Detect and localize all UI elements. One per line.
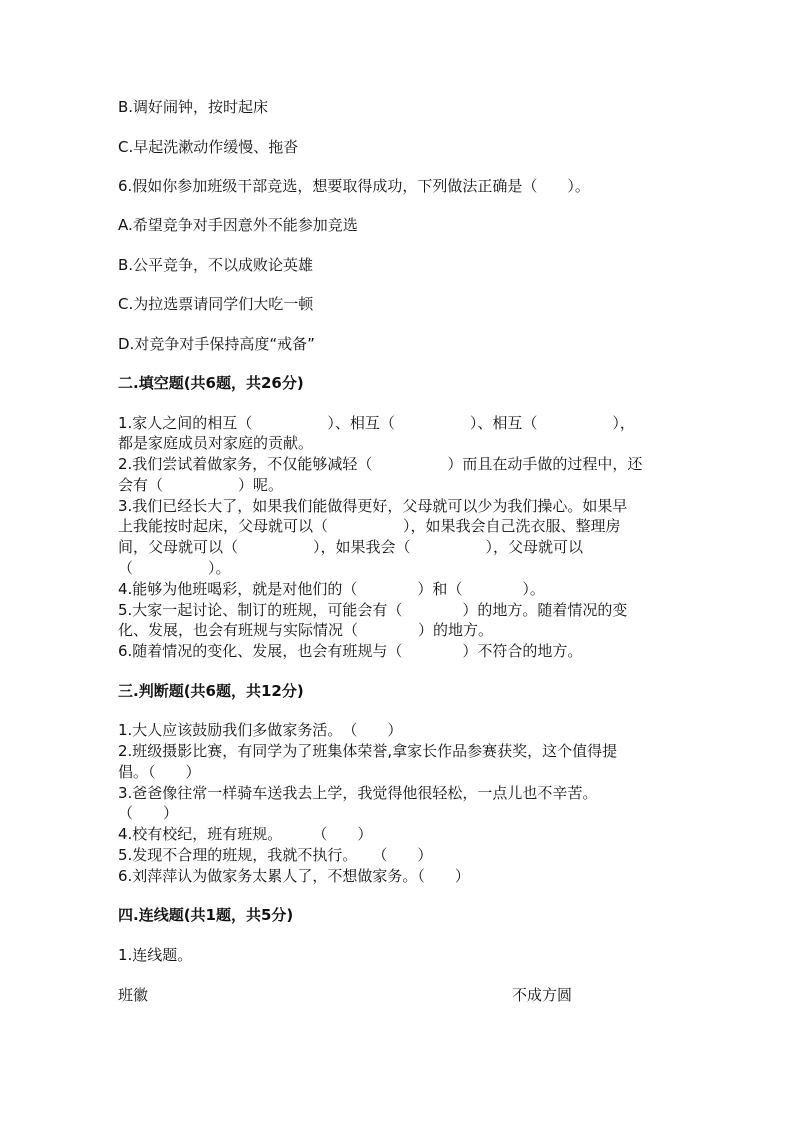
- fill-line: 2.我们尝试着做家务，不仅能够减轻（ ）而且在动手做的过程中，还: [118, 455, 643, 473]
- section3-heading: 三.判断题(共6题，共12分): [118, 682, 304, 700]
- matching-left-item: 班徽: [118, 986, 149, 1004]
- option-6d: D.对竞争对手保持高度“戒备”: [118, 335, 315, 353]
- judge-line: 倡。（ ）: [118, 763, 201, 781]
- judge-line: 5.发现不合理的班规，我就不执行。 （ ）: [118, 846, 433, 864]
- fill-line: 间，父母就可以（ ），如果我会（ ），父母就可以: [118, 538, 584, 556]
- judge-line: 6.刘萍萍认为做家务太累人了，不想做家务。（ ）: [118, 867, 470, 885]
- judge-line: （ ）: [118, 804, 179, 822]
- judge-line: 4.校有校纪，班有班规。 （ ）: [118, 825, 373, 843]
- question-6: 6.假如你参加班级干部竞选，想要取得成功，下列做法正确是（ ）。: [118, 177, 590, 195]
- matching-question: 1.连线题。: [118, 946, 193, 964]
- fill-line: 都是家庭成员对家庭的贡献。: [118, 434, 314, 452]
- section4-heading: 四.连线题(共1题，共5分): [118, 906, 294, 924]
- judge-line: 1.大人应该鼓励我们多做家务活。 （ ）: [118, 721, 403, 739]
- section2-heading: 二.填空题(共6题，共26分): [118, 374, 304, 392]
- option-6b: B.公平竞争，不以成败论英雄: [118, 256, 314, 274]
- fill-line: 会有（ ）呢。: [118, 476, 284, 494]
- fill-line: 1.家人之间的相互（ ）、相互（ ）、相互（ ），: [118, 414, 635, 432]
- fill-line: （ ）。: [118, 559, 231, 577]
- fill-line: 6.随着情况的变化、发展，也会有班规与（ ）不符合的地方。: [118, 642, 583, 660]
- fill-line: 5.大家一起讨论、制订的班规，可能会有（ ）的地方。随着情况的变: [118, 601, 628, 619]
- fill-line: 上我能按时起床，父母就可以（ ），如果我会自己洗衣服、整理房: [118, 517, 621, 535]
- fill-line: 化、发展，也会有班规与实际情况（ ）的地方。: [118, 621, 494, 639]
- judge-line: 2.班级摄影比赛，有同学为了班集体荣誉,拿家长作品参赛获奖，这个值得提: [118, 742, 618, 760]
- option-6c: C.为拉选票请同学们大吃一顿: [118, 295, 314, 313]
- matching-right-item: 不成方圆: [512, 986, 573, 1004]
- option-6a: A.希望竞争对手因意外不能参加竞选: [118, 216, 358, 234]
- fill-line: 4.能够为他班喝彩，就是对他们的（ ）和（ ）。: [118, 580, 545, 598]
- fill-line: 3.我们已经长大了，如果我们能做得更好，父母就可以少为我们操心。如果早: [118, 497, 628, 515]
- option-5c: C.早起洗漱动作缓慢、拖沓: [118, 138, 299, 156]
- option-5b: B.调好闹钟，按时起床: [118, 98, 269, 116]
- judge-line: 3.爸爸像往常一样骑车送我去上学，我觉得他很轻松，一点儿也不辛苦。: [118, 784, 598, 802]
